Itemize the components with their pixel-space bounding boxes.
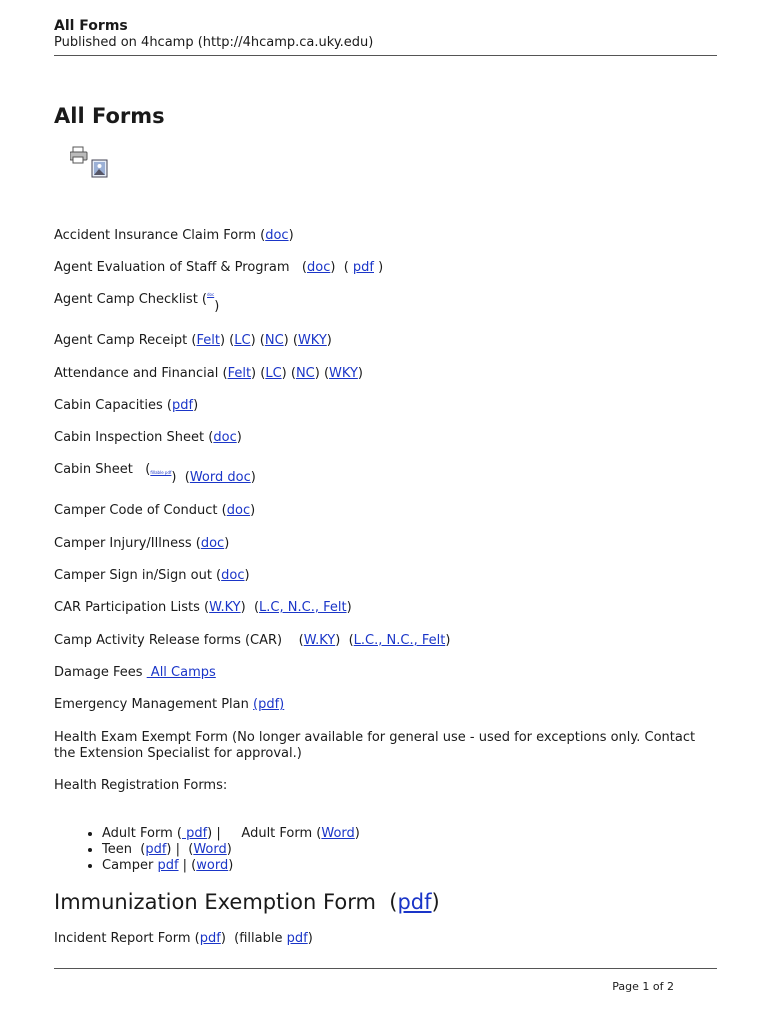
- form-car-lists: [54, 600, 352, 615]
- pdf-link[interactable]: pdf: [157, 858, 179, 873]
- doc-link[interactable]: doc: [221, 568, 245, 583]
- paren: ): [445, 633, 451, 648]
- form-attendance: [54, 366, 363, 381]
- wky-link[interactable]: WKY: [297, 333, 327, 348]
- sep: ) (: [250, 333, 265, 348]
- label: Camp Activity Release forms (CAR) (: [54, 633, 304, 648]
- label: Cabin Inspection Sheet (: [54, 430, 214, 445]
- health-registration-list: [54, 826, 360, 874]
- word-link[interactable]: word: [196, 858, 229, 873]
- form-agent-eval: [54, 260, 383, 275]
- label: CAR Participation Lists (: [54, 600, 210, 615]
- label: Attendance and Financial (: [54, 366, 228, 381]
- felt-link[interactable]: Felt: [196, 333, 220, 348]
- nc-link[interactable]: NC: [295, 366, 315, 381]
- form-cabin-inspection: [54, 430, 242, 445]
- lc-nc-felt-link[interactable]: L.C., N.C., Felt: [353, 633, 446, 648]
- footer-divider: [54, 968, 717, 969]
- pdf-link[interactable]: (pdf): [253, 697, 285, 712]
- paren: ): [326, 333, 332, 348]
- health-registration-heading: Health Registration Forms:: [54, 778, 228, 793]
- paren: ): [354, 826, 360, 841]
- paren: ): [250, 470, 256, 485]
- all-camps-link[interactable]: All Camps: [146, 665, 216, 680]
- form-health-exam-exempt: Health Exam Exempt Form (No longer available for general use - used for exceptions only. Contact the Extension Specialist for approval.): [54, 730, 696, 761]
- doc-link[interactable]: doc: [307, 260, 331, 275]
- label: Agent Camp Receipt (: [54, 333, 197, 348]
- sep: ) (: [281, 366, 296, 381]
- printer-icon[interactable]: [70, 147, 87, 163]
- doc-link[interactable]: doc: [213, 430, 237, 445]
- header-published: Published on 4hcamp (http://4hcamp.ca.uky.edu): [54, 35, 374, 50]
- lc-link[interactable]: LC: [265, 366, 282, 381]
- sep: ) (: [314, 366, 330, 381]
- form-code-of-conduct: [54, 503, 255, 518]
- fillable-pdf-link[interactable]: pdf: [286, 931, 308, 946]
- icon-group: [70, 146, 110, 180]
- word-link[interactable]: Word: [321, 826, 355, 841]
- pdf-link[interactable]: pdf: [171, 398, 194, 413]
- fillable-pdf-link[interactable]: fillable pdf: [150, 470, 172, 475]
- word-doc-link[interactable]: Word doc: [189, 470, 251, 485]
- label: Agent Camp Checklist (: [54, 292, 207, 307]
- sep: ) (fillable: [220, 931, 287, 946]
- sep: ) (: [240, 600, 260, 615]
- lc-link[interactable]: LC: [234, 333, 251, 348]
- sep: ) | Adult Form (: [207, 826, 322, 841]
- form-car-release: [54, 633, 450, 648]
- wky-link[interactable]: W.KY: [209, 600, 241, 615]
- page-title: All Forms: [54, 104, 165, 128]
- paren: ): [250, 503, 256, 518]
- sep: ) | (: [166, 842, 194, 857]
- form-cabin-sheet: [54, 462, 256, 485]
- paren: ): [193, 398, 199, 413]
- doc-link[interactable]: doc: [207, 292, 215, 297]
- felt-link[interactable]: Felt: [227, 366, 252, 381]
- page-header: [54, 18, 717, 56]
- label: Accident Insurance Claim Form (: [54, 228, 266, 243]
- paren: ): [374, 260, 384, 275]
- paren: ): [236, 430, 242, 445]
- list-item: [102, 858, 360, 874]
- paren: ): [288, 228, 294, 243]
- paren: ): [224, 536, 230, 551]
- label: Adult Form (: [102, 826, 182, 841]
- label: Damage Fees: [54, 665, 147, 680]
- pdf-link[interactable]: pdf: [199, 931, 221, 946]
- form-accident: [54, 228, 294, 243]
- paren: ): [226, 842, 232, 857]
- label: Camper Code of Conduct (: [54, 503, 227, 518]
- label: Cabin Capacities (: [54, 398, 172, 413]
- label: Camper Sign in/Sign out (: [54, 568, 222, 583]
- sep: | (: [178, 858, 197, 873]
- immunization-exemption: [54, 890, 440, 914]
- doc-link[interactable]: doc: [265, 228, 289, 243]
- label: Camper: [102, 858, 158, 873]
- sep: ) (: [335, 633, 354, 648]
- doc-link[interactable]: doc: [226, 503, 251, 518]
- label: Incident Report Form (: [54, 931, 200, 946]
- list-item: [102, 842, 360, 858]
- label: Agent Evaluation of Staff & Program (: [54, 260, 307, 275]
- sep: ) (: [171, 470, 190, 485]
- paren: ): [357, 366, 363, 381]
- form-incident-report: [54, 931, 313, 946]
- wky-link[interactable]: W.KY: [303, 633, 336, 648]
- label: Immunization Exemption Form (: [54, 890, 398, 914]
- doc-link[interactable]: doc: [200, 536, 225, 551]
- sep: ) (: [219, 333, 235, 348]
- paren: ): [214, 299, 220, 314]
- word-link[interactable]: Word: [193, 842, 227, 857]
- list-item: [102, 826, 360, 842]
- form-cabin-capacities: [54, 398, 198, 413]
- pdf-link[interactable]: pdf: [145, 842, 167, 857]
- pdf-link[interactable]: pdf: [181, 826, 208, 841]
- paren: ): [244, 568, 250, 583]
- sep: ) (: [251, 366, 266, 381]
- nc-link[interactable]: NC: [264, 333, 284, 348]
- form-damage-fees: [54, 665, 216, 680]
- paren: ): [228, 858, 234, 873]
- label: Camper Injury/Illness (: [54, 536, 201, 551]
- sep: ) (: [283, 333, 298, 348]
- pdf-icon[interactable]: [92, 160, 107, 177]
- page-number: Page 1 of 2: [612, 980, 674, 993]
- paren: ): [346, 600, 352, 615]
- pdf-link[interactable]: pdf: [352, 260, 374, 275]
- header-title: All Forms: [54, 18, 128, 34]
- paren: ): [431, 890, 440, 914]
- sep: ) (: [330, 260, 353, 275]
- label: Cabin Sheet (: [54, 462, 151, 477]
- form-agent-receipt: [54, 333, 332, 348]
- form-sign-in: [54, 568, 250, 583]
- form-agent-checklist: [54, 292, 220, 314]
- pdf-link[interactable]: pdf: [397, 890, 432, 914]
- form-emergency-plan: [54, 697, 284, 712]
- label: Emergency Management Plan: [54, 697, 254, 712]
- wky-link[interactable]: WKY: [329, 366, 358, 381]
- form-injury: [54, 536, 229, 551]
- label: Teen (: [102, 842, 146, 857]
- lc-nc-felt-link[interactable]: L.C, N.C., Felt: [259, 600, 347, 615]
- paren: ): [307, 931, 313, 946]
